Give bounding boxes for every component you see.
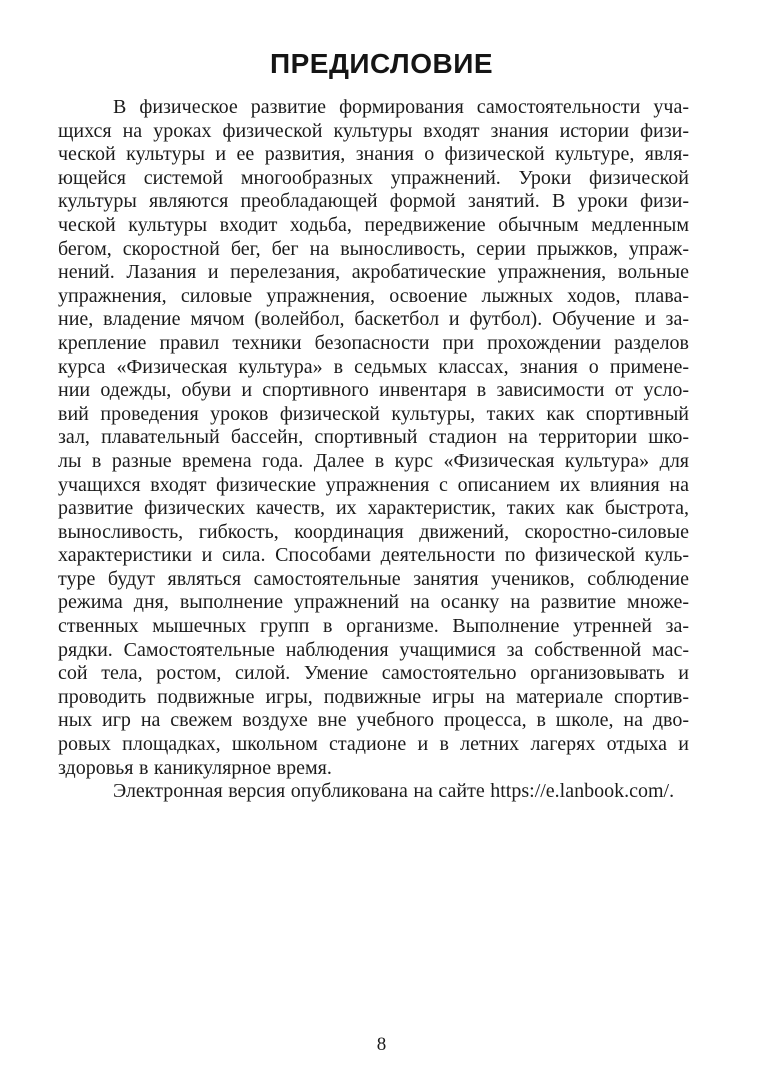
- text-line: здоровья в каникулярное время.: [58, 756, 332, 779]
- text-line: бегом, скоростной бег, бег на выносливость, серии прыжков, упраж-: [58, 237, 689, 260]
- text-line: ных игр на свежем воздухе вне учебного процесса, в школе, на дво-: [58, 709, 689, 732]
- text-line: проводить подвижные игры, подвижные игры на материале спортив-: [58, 685, 689, 708]
- text-line: ние, владение мячом (волейбол, баскетбол и футбол). Обучение и за-: [58, 308, 689, 331]
- text-line: упражнения, силовые упражнения, освоение лыжных ходов, плава-: [58, 284, 689, 307]
- text-line: В физическое развитие формирования самостоятельности уча-: [113, 96, 689, 118]
- text-line: сой тела, ростом, силой. Умение самостоятельно организовывать и: [58, 662, 689, 685]
- text-line: зал, плавательный бассейн, спортивный стадион на территории шко-: [58, 426, 689, 449]
- text-line: туре будут являться самостоятельные занятия учеников, соблюдение: [58, 567, 689, 590]
- text-line: характеристики и сила. Способами деятельности по физической куль-: [58, 544, 689, 567]
- page-title: ПРЕДИСЛОВИЕ: [269, 48, 494, 79]
- text-line: Электронная версия опубликована на сайте https://e.lanbook.com/.: [113, 780, 675, 803]
- text-line: ющейся системой многообразных упражнений. Уроки физической: [58, 166, 689, 189]
- text-line: крепление правил техники безопасности при прохождении разделов: [58, 331, 689, 354]
- text-line: развитие физических качеств, их характеристик, таких как быстрота,: [58, 497, 689, 520]
- text-line: нений. Лазания и перелезания, акробатические упражнения, вольные: [58, 261, 689, 284]
- text-line: культуры являются преобладающей формой занятий. В уроки физи-: [58, 190, 689, 213]
- text-line: ческой культуры входит ходьба, передвижение обычным медленным: [58, 213, 689, 236]
- text-line: щихся на уроках физической культуры входят знания истории физи-: [58, 119, 689, 142]
- text-line: курса «Физическая культура» в седьмых классах, знания о примене-: [58, 355, 689, 378]
- text-line: ческой культуры и ее развития, знания о физической культуре, явля-: [58, 143, 689, 166]
- text-line: учащихся входят физические упражнения с описанием их влияния на: [58, 473, 689, 496]
- text-line: лы в разные времена года. Далее в курс «Физическая культура» для: [58, 449, 689, 472]
- text-line: ровых площадках, школьном стадионе и в летних лагерях отдыха и: [58, 733, 689, 756]
- text-line: выносливость, гибкость, координация движений, скоростно-силовые: [58, 520, 689, 543]
- text-line: режима дня, выполнение упражнений на осанку на развитие множе-: [58, 591, 689, 614]
- text-line: вий проведения уроков физической культуры, таких как спортивный: [58, 402, 689, 425]
- text-line: ственных мышечных групп в организме. Выполнение утренней за-: [58, 615, 689, 638]
- text-line: нии одежды, обуви и спортивного инвентаря в зависимости от усло-: [58, 379, 689, 402]
- text-line: рядки. Самостоятельные наблюдения учащимися за собственной мас-: [58, 638, 689, 661]
- page-number: 8: [376, 1034, 387, 1055]
- document-body: [58, 96, 689, 804]
